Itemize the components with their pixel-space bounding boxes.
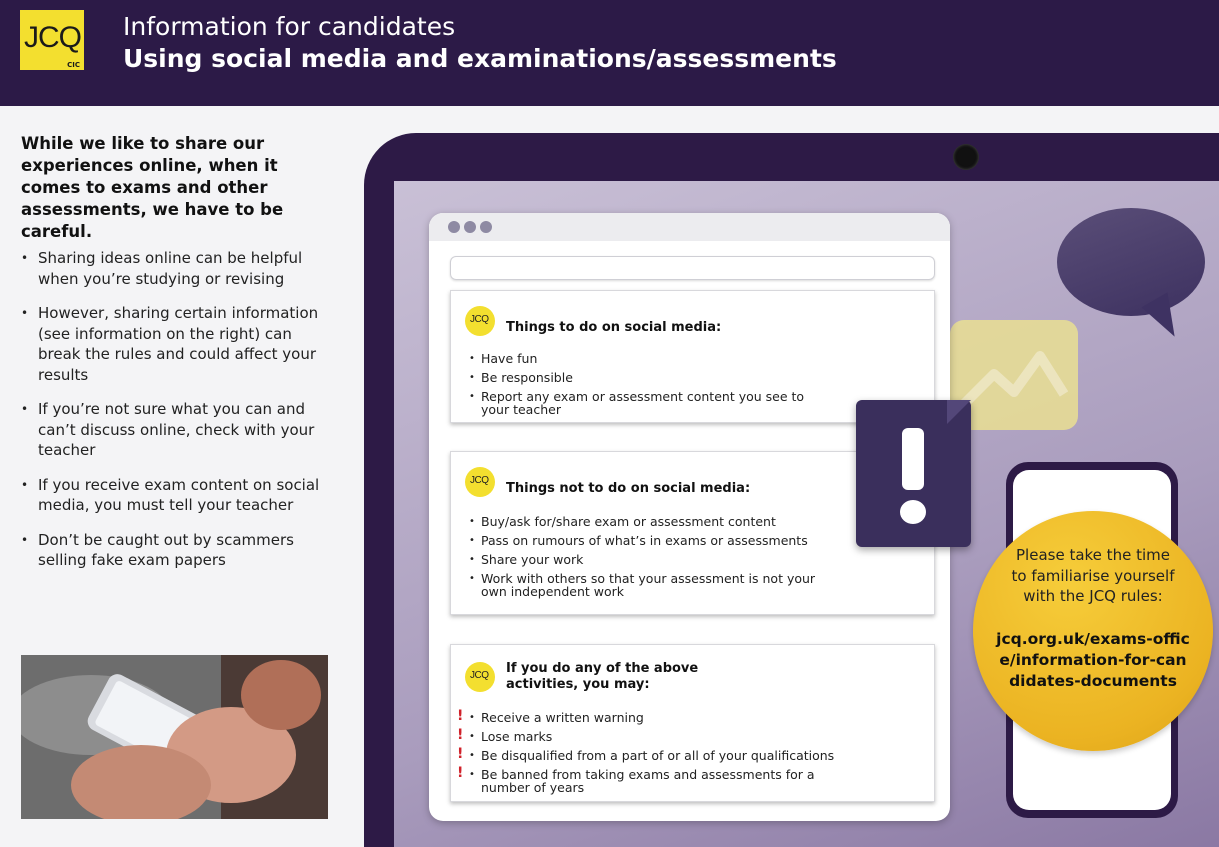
page-header: [0, 0, 1219, 106]
intro-text: While we like to share our experiences online, when it comes to exams and other assessments, we have to be careful.: [21, 134, 284, 241]
advice-item: • Don’t be caught out by scammers selling fake exam papers: [21, 530, 321, 571]
rules-callout: [973, 511, 1213, 751]
jcq-badge-icon: [465, 662, 495, 692]
webcam-icon: [953, 144, 979, 170]
advice-list: [21, 248, 321, 585]
list-item: • Share your work: [469, 553, 919, 566]
list-item: [457, 727, 907, 744]
warning-icon: • !: [457, 727, 464, 743]
badge-text: JCQ: [470, 475, 489, 486]
panel-title: Things to do on social media:: [506, 320, 722, 335]
callout-text: Please take the time to familiarise yourself with the JCQ rules:: [1011, 546, 1175, 605]
rules-link[interactable]: jcq.org.uk/exams-office/information-for-candidates-documents: [996, 630, 1190, 690]
dont-list: [469, 515, 919, 604]
panel-title: If you do any of the above activities, you may:: [506, 661, 699, 692]
address-bar[interactable]: [450, 256, 935, 280]
list-item: [457, 765, 837, 795]
list-item-text: Receive a written warning: [481, 710, 644, 725]
badge-text: JCQ: [470, 314, 489, 325]
panel-title: Things not to do on social media:: [506, 481, 751, 496]
consequences-panel: [450, 644, 935, 802]
advice-item: • Sharing ideas online can be helpful when you’re studying or revising: [21, 248, 321, 289]
consequences-list: [457, 708, 907, 800]
badge-text: JCQ: [470, 670, 489, 681]
jcq-badge-icon: [465, 467, 495, 497]
exclamation-bar: [902, 428, 924, 490]
window-dot-icon: [464, 221, 476, 233]
warning-icon: • !: [457, 708, 464, 724]
warning-icon: • !: [457, 746, 464, 762]
list-item: [457, 746, 907, 763]
window-dot-icon: [448, 221, 460, 233]
page-title: Information for candidates: [123, 12, 456, 41]
advice-item: • If you’re not sure what you can and can’t discuss online, check with your teacher: [21, 399, 321, 461]
jcq-logo: [20, 10, 84, 70]
list-item: • Be responsible: [469, 371, 919, 384]
do-list: [469, 352, 919, 422]
logo-text: JCQ: [24, 21, 81, 54]
exclamation-icon: [856, 400, 971, 547]
list-item: • Report any exam or assessment content you see to your teacher: [469, 390, 829, 416]
page-subtitle: Using social media and examinations/assessments: [123, 44, 837, 73]
photo-illustration: [21, 655, 328, 819]
window-dot-icon: [480, 221, 492, 233]
mountain-icon: [960, 334, 1068, 416]
list-item-text: Be disqualified from a part of or all of your qualifications: [481, 748, 835, 763]
list-item: • Buy/ask for/share exam or assessment content: [469, 515, 919, 528]
logo-sub: CIC: [67, 61, 80, 69]
speech-bubble-icon: [1057, 208, 1205, 316]
list-item: • Have fun: [469, 352, 919, 365]
list-item-text: Be banned from taking exams and assessments for a number of years: [481, 767, 815, 795]
jcq-badge-icon: [465, 306, 495, 336]
warning-icon: • !: [457, 765, 464, 781]
list-item: [457, 708, 907, 725]
list-item-text: Lose marks: [481, 729, 553, 744]
list-item: • Pass on rumours of what’s in exams or assessments: [469, 534, 919, 547]
phone-hands-photo: [21, 655, 328, 819]
exclamation-dot: [900, 500, 926, 524]
advice-item: • However, sharing certain information (see information on the right) can break the rules and could affect your results: [21, 303, 321, 385]
advice-item: • If you receive exam content on social media, you must tell your teacher: [21, 475, 321, 516]
browser-titlebar: [429, 213, 950, 241]
list-item: • Work with others so that your assessment is not your own independent work: [469, 572, 839, 598]
